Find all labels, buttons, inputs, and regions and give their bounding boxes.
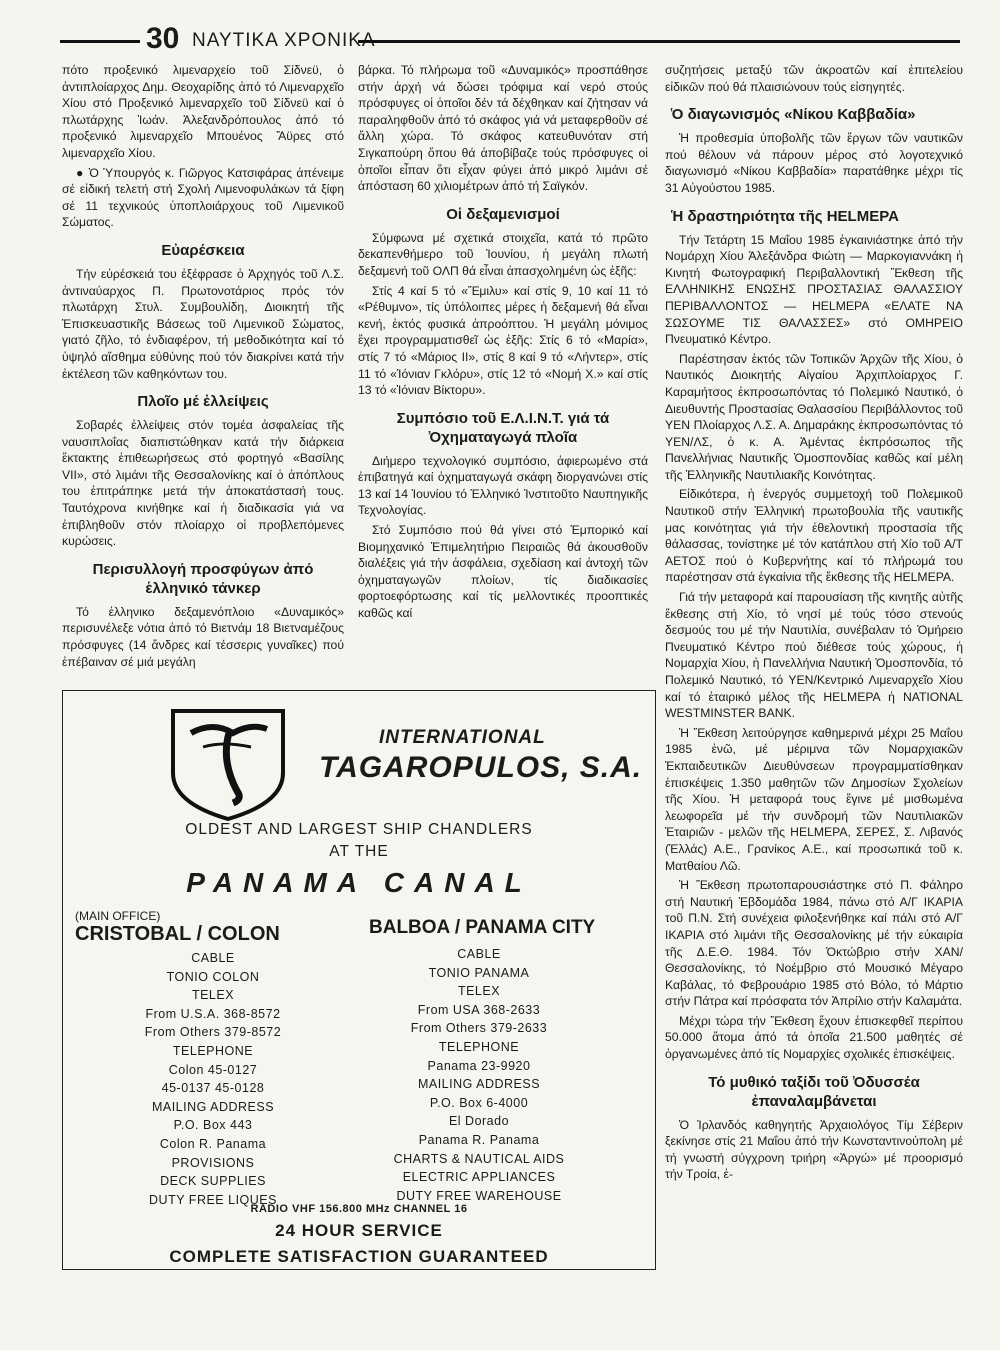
column-2 xyxy=(358,62,648,625)
ad-line: ELECTRIC APPLIANCES xyxy=(402,1170,556,1185)
paragraph: πότο προξενικό λιμεναρχείο τοῦ Σίδνεϋ, ὁ ἀντιπλοίαρχος Δημ. Θεοχαρίδης ἀπό τό Λιμεναρχεῖο Χίου στό Προξενικό λιμεναρχεῖο τοῦ Σίδνεϋ καί ὁ πλωτάρχης Ἰωάν. Ἀλεξανδρόπουλος ἀπό τό προξενικό λιμεναρχεῖο Μπουένος Ἄϋρες στό λιμεναρχεῖο Χίου. xyxy=(62,63,344,160)
ad-line: TONIO PANAMA xyxy=(428,965,530,980)
header-rule-right xyxy=(358,40,960,43)
ad-tagline: OLDEST AND LARGEST SHIP CHANDLERS xyxy=(185,821,533,838)
ad-line: Colon R. Panama xyxy=(159,1136,267,1151)
ad-line: MAILING ADDRESS xyxy=(151,1099,275,1114)
ad-line: CHARTS & NAUTICAL AIDS xyxy=(393,1151,565,1166)
paragraph: συζητήσεις μεταξύ τῶν ἀκροατῶν καί ἐπιτελείου εἰδικῶν πού θά πλαισιώνουν τούς εἰσηγητές. xyxy=(665,63,963,94)
ad-line: CABLE xyxy=(191,951,235,965)
ad-cristobal-details xyxy=(103,949,323,1209)
ad-brand-name: TAGAROPULOS, S.A. xyxy=(319,751,643,784)
ad-line: From Others 379-8572 xyxy=(144,1025,282,1040)
ad-line: 45-0137 45-0128 xyxy=(161,1081,265,1096)
page-header xyxy=(60,22,960,58)
ad-line: MAILING ADDRESS xyxy=(417,1077,541,1092)
ad-line: DUTY FREE WAREHOUSE xyxy=(396,1188,562,1203)
ad-line: Panama 23-9920 xyxy=(427,1058,531,1073)
ad-line: TONIO COLON xyxy=(166,969,260,984)
ad-radio-info: RADIO VHF 156.800 MHz CHANNEL 16 xyxy=(250,1203,468,1215)
tagaropulos-logo-icon xyxy=(163,703,293,823)
page-number: 30 xyxy=(146,22,180,55)
section-heading: Ὁ διαγωνισμός «Νίκου Καββαδία» xyxy=(671,106,916,124)
ad-line: From USA 368-2633 xyxy=(417,1002,541,1017)
advertisement-box xyxy=(62,690,656,1270)
ad-guarantee: COMPLETE SATISFACTION GUARANTEED xyxy=(169,1247,549,1266)
publication-name: ΝΑΥΤΙΚΑ ΧΡΟΝΙΚΑ xyxy=(192,30,376,51)
ad-line: TELEX xyxy=(191,988,235,1003)
ad-location-title: PANAMA CANAL xyxy=(186,867,532,898)
paragraph: βάρκα. Τό πλήρωμα τοῦ «Δυναμικός» προσπάθησε στήν ἀρχή νά δώσει τρόφιμα καί νερό στούς πρόσφυγες οἱ ὁποῖοι δέν τά δέχθηκαν καί ζήτησαν νά παραληφθοῦν ἀπό τό σκάφος γιά νά μεταφερθοῦν σέ ἄλλη χώρα. Τό σκάφος κατευθυνόταν στή Σιγκαπούρη ὅπου θά ἀποβίβαζε τούς πρόσφυγες οἱ ὁποῖοι εἶπαν ὅτι εἶχαν φύγει ἀπό μικρό λιμάνι σέ ἀπόσταση 60 χιλιομέτρων ἀπό τή Σαϊγκόν. xyxy=(358,63,648,194)
ad-line: TELEPHONE xyxy=(172,1043,254,1058)
section-heading: Εὐαρέσκεια xyxy=(161,241,245,259)
ad-line: CABLE xyxy=(457,947,501,961)
ad-line: From Others 379-2633 xyxy=(410,1021,548,1036)
section-heading: Συμπόσιο τοῦ Ε.Λ.Ι.Ν.Τ. γιά τά Ὀχηματαγωγά πλοῖα xyxy=(396,409,610,446)
ad-line: DUTY FREE LIQUES xyxy=(149,1192,277,1207)
ad-international: INTERNATIONAL xyxy=(379,727,546,748)
ad-city-cristobal: CRISTOBAL / COLON xyxy=(75,923,280,945)
ad-city-balboa: BALBOA / PANAMA CITY xyxy=(369,917,596,938)
paragraph: Γιά τήν μεταφορά καί παρουσίαση τῆς κινητῆς αὐτῆς ἔκθεσης στή Χίο, τό νησί μέ τούς τόσο στενούς δεσμούς του μέ τήν Ναυτιλία, συνέβαλαν τό Ὁμήρειο Πνευματικό Κέντρο πού διέθεσε τούς χώρους, ἡ Νομαρχία Χίου, ἡ Πανελλήνια Ναυτική Ὁμοσπονδία, τό Πολεμικό Ναυτικό, τό ΥΕΝ/Κεντρικό Λιμεναρχεῖο Χίου καί τό ἑταιρικό μέλος τῆς HELMEPA ἡ NATIONAL WESTMINSTER BANK. xyxy=(665,590,963,721)
section-heading: Οἱ δεξαμενισμοί xyxy=(446,205,560,223)
paragraph: Τήν Τετάρτη 15 Μαΐου 1985 ἐγκαινιάστηκε ἀπό τήν Νομάρχη Χίου Ἀλεξάνδρα Φιώτη — Μαρκογιαννάκη ἡ Κινητή Φωτογραφική Περιβαλλοντική Ἔκθεση τῆς ΕΛΛΗΝΙΚΗΣ ΕΝΩΣΗΣ ΠΡΟΣΤΑΣΙΑΣ ΘΑΛΑΣΣΙΟΥ ΠΕΡΙΒΑΛΛΟΝΤΟΣ — HELMEPA «ΕΛΑΤΕ ΝΑ ΣΩΣΟΥΜΕ ΤΙΣ ΘΑΛΑΣΣΕΣ» στό ΟΜΗΡΕΙΟ Πνευματικό Κέντρο. xyxy=(665,232,963,347)
section-heading: Τό μυθικό ταξίδι τοῦ Ὀδυσσέα ἐπαναλαμβάνεται xyxy=(708,1073,920,1110)
ad-line: TELEPHONE xyxy=(438,1039,520,1054)
ad-line: Colon 45-0127 xyxy=(168,1062,258,1077)
ad-line: Panama R. Panama xyxy=(418,1132,540,1147)
section-heading: Πλοῖο μέ ἐλλείψεις xyxy=(137,393,269,411)
ad-line: P.O. Box 6-4000 xyxy=(429,1095,529,1110)
ad-line: PROVISIONS xyxy=(171,1155,255,1170)
paragraph: Εἰδικότερα, ἡ ἐνεργός συμμετοχή τοῦ Πολεμικοῦ Ναυτικοῦ στήν Ἑλληνική πρωτοβουλία τῆς ναυτικῆς μας κοινότητας γιά τήν ἐθελοντική προστασία τῆς θάλασσας, τονίστηκε μέ τόν κατάπλου στή Χίο τοῦ Α/Τ ΑΕΤΟΣ πού ὁ Κυβερνήτης καί τό πλήρωμά του παρέστησαν στά ἐγκαίνια τῆς ἔκθεσης τῆς HELMEPA. xyxy=(665,487,963,585)
section-heading: Περισυλλογή προσφύγων ἀπό ἑλληνικό τάνκερ xyxy=(92,560,314,597)
paragraph: Διήμερο τεχνολογικό συμπόσιο, ἀφιερωμένο στά ἐπιβατηγά καί ὀχηματαγωγά σκάφη διοργανώνει στίς 13 καί 14 Ἰουνίου τό Ἑλληνικό Ἰνστιτοῦτο Ναυπηγικῆς Τεχνολογίας. xyxy=(358,453,648,518)
paragraph: Ἡ προθεσμία ὑποβολῆς τῶν ἔργων τῶν ναυτικῶν πού θέλουν νά πάρουν μέρος στό λογοτεχνικό διαγωνισμό «Νίκου Καββαδία» παρατάθηκε μέχρι τίς 31 Αὐγούστου 1985. xyxy=(665,131,963,195)
ad-line: TELEX xyxy=(457,984,501,999)
paragraph: Σοβαρές ἐλλείψεις στόν τομέα ἀσφαλείας τῆς ναυσιπλοΐας διαπιστώθηκαν κατά τήν διάρκεια ἔκτακτης ἐπιθεωρήσεως στό φορτηγό «Βασίλης VII», στό λιμάνι τῆς Θεσσαλονίκης καί ὁ ἀπόπλους του ἐπιτράπηκε μετά τήν ἀποκατάστασή τους. Ταυτόχρονα κινήθηκε καί ἡ διαδικασία γιά να ἐπιβληθοῦν στόν πλοίαρχο οἱ προβλεπόμενες κυρώσεις. xyxy=(62,418,344,549)
ad-balboa-details xyxy=(359,945,599,1205)
paragraph: Στό Συμπόσιο πού θά γίνει στό Ἐμπορικό καί Βιομηχανικό Ἐπιμελητήριο Πειραιῶς θά ἀκουσθοῦν διαλέξεις γιά τήν ἀσφάλεια, σχεδίαση καί ἀντοχή τῶν ὀχηματαγωγῶν πλοίων, τίς διαδικασίες φορτοεφόρτωσης καί τίς μελλοντικές προοπτικές καθῶς καί xyxy=(358,523,648,621)
paragraph: Παρέστησαν ἐκτός τῶν Τοπικῶν Ἀρχῶν τῆς Χίου, ὁ Ναυτικός Διοικητής Αἰγαίου Ἀρχιπλοίαρχος Γ. Καραμήτσος ἐκπροσωπόντας τό Πολεμικό Ναυτικό, ὁ Διευθυντής Προστασίας Θαλασσίου Περιβάλλοντος τοῦ ΥΕΝ Πλοίαρχος Λ.Σ. Α. Δημαράκης ἐκπροσωπόντας τό ΥΕΝ/ΛΣ, ὁ κ. Α. Ἀμέντας ἐκπρόσωπος τῆς Πανελλήνιας Ναυτικῆς Ὁμοσπονδίας καθῶς καί μέλη τῆς Ἑλληνικῆς Ναυτιλιακῆς Κοινότητας. xyxy=(665,351,963,482)
ad-service: 24 HOUR SERVICE xyxy=(275,1221,443,1240)
paragraph: Τό ἑλληνικο δεξαμενόπλοιο «Δυναμικός» περισυνέλεξε νότια ἀπό τό Βιετνάμ 18 Βιετναμέζους πρόσφυγες (14 ἄνδρες καί τέσσερις γυναῖκες) πού ἐπέβαιναν σέ μιά μεγάλη xyxy=(62,604,344,669)
paragraph: Μέχρι τώρα τήν Ἔκθεση ἔχουν ἐπισκεφθεῖ περίπου 50.000 ἄτομα ἀπό τά ὁποῖα 21.500 μαθητές σέ ὀργανωμένες ἀπό τίς Νομαρχίες σχολικές ἐπισκέψεις. xyxy=(665,1013,963,1062)
ad-line: From U.S.A. 368-8572 xyxy=(145,1006,281,1021)
ad-line: El Dorado xyxy=(448,1114,510,1129)
ad-tagline-2: AT THE xyxy=(329,843,389,860)
paragraph: Ὁ Ἰρλανδός καθηγητής Ἀρχαιολόγος Τίμ Σέβεριν ξεκίνησε στίς 21 Μαΐου ἀπό τήν Κωνσταντινούπολη μέ τή γνωστή σύγχρονη τριήρη «Ἀργώ» μέ προορισμό τήν Τροία, ἐ- xyxy=(665,1117,963,1182)
paragraph: Ἡ Ἔκθεση πρωτοπαρουσιάστηκε στό Π. Φάληρο στή Ναυτική Ἑβδομάδα 1984, πάνω στό Α/Γ ΙΚΑΡΙΑ τοῦ Π.Ν. Στή συνέχεια φιλοξενήθηκε καί πάλι στό Α/Γ ΙΚΑΡΙΑ στό λιμάνι τῆς Θεσσαλονίκης μέ τήν εὐκαιρία τῆς Δ.Ε.Θ. 1984. Τόν Ὀκτώβριο στήν ΧΑΝ/ Θεσσαλονίκης, τό Νοέμβριο στό Μουσικό Μέγαρο Καβάλας, τό Φεβρουάριο 1985 στό Βόλο, τό Μάρτιο στήν Πάτρα καί πρόσφατα τόν Ἀπρίλιο στήν Καλαμάτα. xyxy=(665,878,963,1009)
column-1 xyxy=(62,62,344,673)
section-heading: Ἡ δραστηριότητα τῆς HELMEPA xyxy=(671,207,899,225)
ad-main-office-label: (MAIN OFFICE) xyxy=(75,909,161,923)
header-rule-left xyxy=(60,40,140,43)
paragraph: Στίς 4 καί 5 τό «Ἔμιλυ» καί στίς 9, 10 καί 11 τό «Ρέθυμνο», τίς ὑπόλοιπες μέρες ἡ δεξαμενή θά εἶναι κενή, ἐκτός φυσικά ἀπροόπτου. Ἡ μεγάλη μόνιμος ἔχει προγραμματισθεῖ ὡς ἑξῆς: Στίς 6 τό «Μαρία», στίς 7 τό «Μάριος ΙΙ», στίς 8 καί 9 τό «Λήντερ», στίς 11 τό «Ἰόνιαν Γκλόρυ», στίς 12 τό «Νομή Χ.» καί στίς 13 τό «Ἰόνιαν Βίκτορυ». xyxy=(358,283,648,398)
paragraph: Τήν εὐρέσκειά του ἐξέφρασε ὁ Ἀρχηγός τοῦ Λ.Σ. ἀντιναύαρχος Π. Πρωτονοτάριος πρός τόν πλωτάρχη Στυλ. Συμβουλίδη, Διοικητή τῆς Ἐπισκευαστικῆς Βάσεως τοῦ Λιμενικοῦ Σώματος, γιατό ζῆλο, τό ἐνδιαφέρον, τή μεθοδικότητα καί τό ὑψηλό αἴσθημα εὐθύνης πού τόν διακρίνει κατά τήν ἐκτέλεση τῶν καθηκόντων του. xyxy=(62,266,344,381)
ad-line: P.O. Box 443 xyxy=(173,1118,253,1133)
ad-line: DECK SUPPLIES xyxy=(160,1174,266,1189)
paragraph: ● Ὁ Ὑπουργός κ. Γιῶργος Κατσιφάρας ἀπένειμε σέ εἰδική τελετή στή Σχολή Λιμενοφυλάκων τά ξίφη σέ 11 τεχνικούς ὑποπλοιάρχους τοῦ Λιμενικοῦ Σώματος. xyxy=(62,165,344,230)
column-3 xyxy=(665,62,963,1186)
paragraph: Σύμφωνα μέ σχετικά στοιχεῖα, κατά τό πρῶτο δεκαπενθήμερο τοῦ Ἰουνίου, ἡ μεγάλη πλωτή δεξαμενή τοῦ ΟΛΠ θά εἶναι ἀπασχολημένη ὡς ἑξῆς: xyxy=(358,230,648,278)
paragraph: Ἡ Ἔκθεση λειτούργησε καθημερινά μέχρι 25 Μαΐου 1985 ἐνῶ, μέ μέριμνα τῶν Νομαρχιακῶν Ἐκπαιδευτικῶν Διευθύνσεων προγραμματίσθηκαν ἐπισκέψεις 1.350 μαθητῶν τῶν Δημοσίων Σχολείων τῆς Χίου. Ἡ μεταφορά τους ἔγινε μέ μισθωμένα λεωφορεῖα μέ τήν συνδρομή τῶν Ναυτιλιακῶν Ἑταιριῶν - μελῶν τῆς HELMEPA, ΣΕΡΕΣ, Σ. Λιβανός (Ἑλλάς) Α.Ε., Γρανίκος Α.Ε., καί προσωπικά τοῦ κ. Ματθαίου Λῶ. xyxy=(665,725,963,873)
